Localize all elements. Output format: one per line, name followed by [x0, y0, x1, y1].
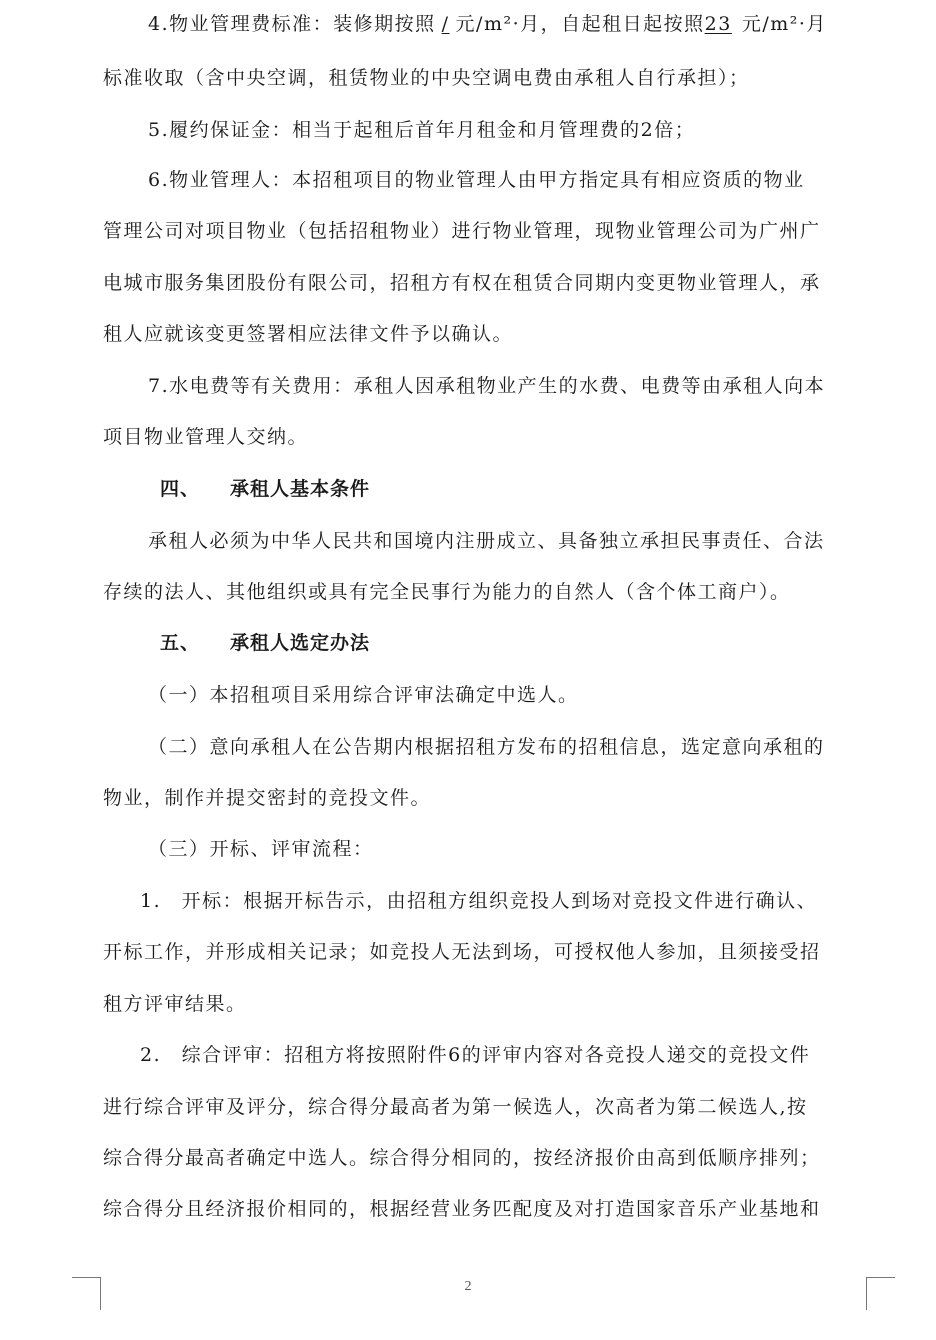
item4-prefix: 4.物业管理费标准：装修期按照 [148, 13, 436, 35]
item4-suffix: 元/m²·月 [741, 13, 827, 35]
item5-line: 5.履约保证金：相当于起租后首年月租金和月管理费的2倍； [148, 119, 696, 141]
item6-line2: 管理公司对项目物业（包括招租物业）进行物业管理，现物业管理公司为广州广 [103, 220, 821, 242]
step2-line1: 2. 综合评审：招租方将按照附件6的评审内容对各竞投人递交的竞投文件 [140, 1044, 811, 1066]
section4-body-line1: 承租人必须为中华人民共和国境内注册成立、具备独立承担民事责任、合法 [148, 530, 825, 552]
section5-number: 五、 [160, 632, 201, 654]
section4-body-line2: 存续的法人、其他组织或具有完全民事行为能力的自然人（含个体工商户）。 [103, 581, 791, 603]
section5-p2-line1: （二）意向承租人在公告期内根据招租方发布的招租信息，选定意向承租的 [148, 736, 825, 758]
page-number: 2 [464, 1279, 472, 1294]
step2-line2: 进行综合评审及评分，综合得分最高者为第一候选人，次高者为第二候选人,按 [103, 1096, 808, 1118]
section5-p3: （三）开标、评审流程： [148, 838, 374, 860]
step1-line3: 租方评审结果。 [103, 993, 247, 1015]
item6-line1: 6.物业管理人：本招租项目的物业管理人由甲方指定具有相应资质的物业 [148, 169, 805, 191]
step1-line1: 1. 开标：根据开标告示，由招租方组织竞投人到场对竞投文件进行确认、 [140, 890, 818, 912]
step2-line4: 综合得分且经济报价相同的，根据经营业务匹配度及对打造国家音乐产业基地和 [103, 1198, 821, 1220]
item4-mid: 元/m²·月，自起租日起按照 [455, 13, 705, 35]
item4-decoration-fee-blank: / [441, 13, 450, 35]
section5-heading [160, 631, 936, 655]
section5-p1: （一）本招租项目采用综合评审法确定中选人。 [148, 684, 579, 706]
section4-heading [160, 477, 936, 501]
item7-line2: 项目物业管理人交纳。 [103, 426, 309, 448]
section4-number: 四、 [160, 478, 201, 500]
section5-p2-line2: 物业，制作并提交密封的竞投文件。 [103, 787, 432, 809]
item7-line1: 7.水电费等有关费用：承租人因承租物业产生的水费、电费等由承租人向本 [148, 375, 826, 397]
section4-title: 承租人基本条件 [230, 478, 371, 500]
step1-line2: 开标工作，并形成相关记录；如竞投人无法到场，可授权他人参加，且须接受招 [103, 941, 821, 963]
item4-line2: 标准收取（含中央空调，租赁物业的中央空调电费由承租人自行承担）； [103, 67, 750, 89]
item6-line3: 电城市服务集团股份有限公司，招租方有权在租赁合同期内变更物业管理人，承 [103, 272, 821, 294]
step2-line3: 综合得分最高者确定中选人。综合得分相同的，按经济报价由高到低顺序排列； [103, 1147, 821, 1169]
section5-title: 承租人选定办法 [230, 632, 371, 654]
item4-line1 [148, 12, 936, 36]
item6-line4: 租人应就该变更签署相应法律文件予以确认。 [103, 323, 514, 345]
item4-management-fee-value: 23 [704, 13, 732, 35]
